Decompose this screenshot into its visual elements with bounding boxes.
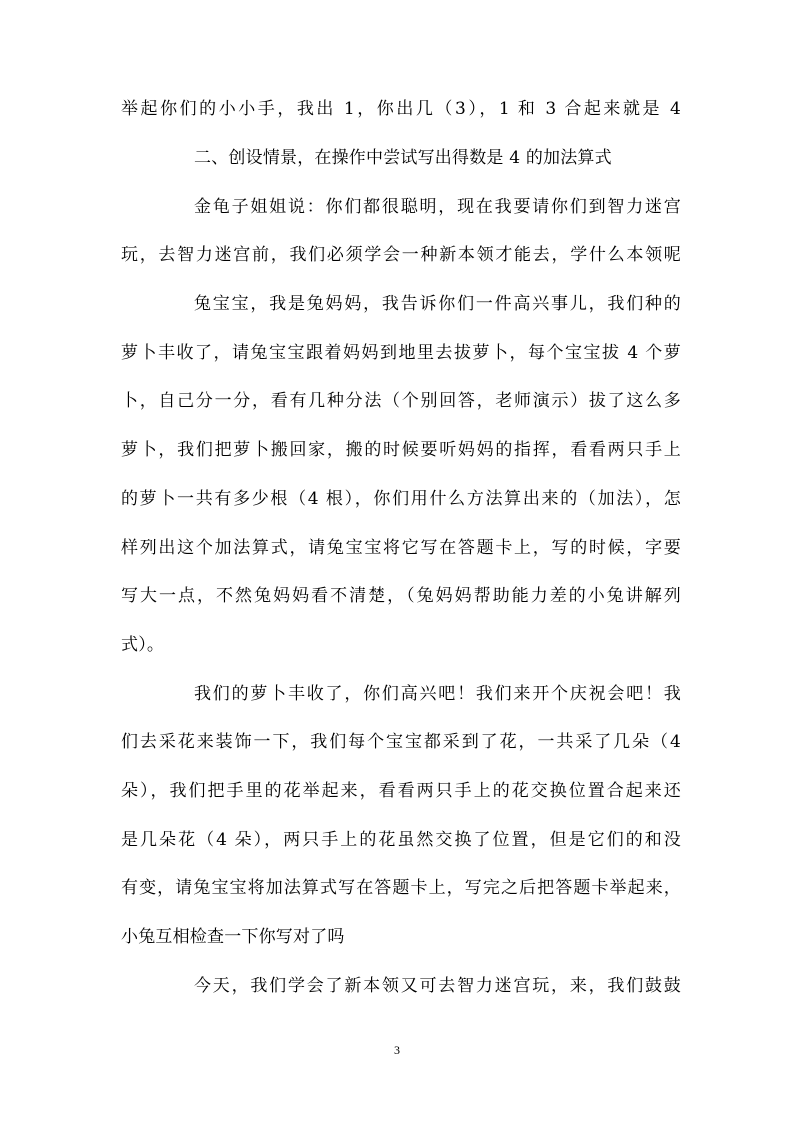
paragraph-first-line: 兔宝宝，我是兔妈妈，我告诉你们一件高兴事儿，我们种的 (194, 294, 681, 314)
paragraph-last-line: 小兔互相检查一下你写对了吗 (121, 927, 345, 947)
text-line: 举起你们的小小手，我出 1，你出几（3），1 和 3 合起来就是 4 (121, 99, 681, 119)
text-line: 是几朵花（4 朵），两只手上的花虽然交换了位置，但是它们的和没 (121, 830, 681, 850)
text-line: 写大一点，不然兔妈妈看不清楚，（兔妈妈帮助能力差的小兔讲解列 (121, 586, 681, 606)
paragraph-last-line: 式）。 (121, 635, 165, 655)
text-line: 卜，自己分一分，看有几种分法（个别回答，老师演示）拔了这么多 (121, 391, 681, 411)
text-line: 有变，请兔宝宝将加法算式写在答题卡上，写完之后把答题卡举起来， (121, 878, 681, 898)
text-line: 朵），我们把手里的花举起来，看看两只手上的花交换位置合起来还 (121, 781, 681, 801)
section-heading: 二、创设情景，在操作中尝试写出得数是 4 的加法算式 (194, 148, 612, 168)
text-line: 们去采花来装饰一下，我们每个宝宝都采到了花，一共采了几朵（4 (121, 732, 681, 752)
text-line: 玩，去智力迷宫前，我们必须学会一种新本领才能去，学什么本领呢 (121, 245, 681, 265)
paragraph-first-line: 今天，我们学会了新本领又可去智力迷宫玩，来，我们鼓鼓 (194, 976, 681, 996)
text-line: 萝卜，我们把萝卜搬回家，搬的时候要听妈妈的指挥，看看两只手上 (121, 440, 681, 460)
paragraph-first-line: 我们的萝卜丰收了，你们高兴吧！我们来开个庆祝会吧！我 (194, 684, 681, 704)
paragraph-first-line: 金龟子姐姐说：你们都很聪明，现在我要请你们到智力迷宫 (194, 197, 681, 217)
page-number: 3 (394, 1043, 400, 1057)
text-line: 样列出这个加法算式，请兔宝宝将它写在答题卡上，写的时候，字要 (121, 538, 681, 558)
text-line: 萝卜丰收了，请兔宝宝跟着妈妈到地里去拔萝卜，每个宝宝拔 4 个萝 (121, 343, 681, 363)
text-line: 的萝卜一共有多少根（4 根），你们用什么方法算出来的（加法），怎 (121, 489, 681, 509)
